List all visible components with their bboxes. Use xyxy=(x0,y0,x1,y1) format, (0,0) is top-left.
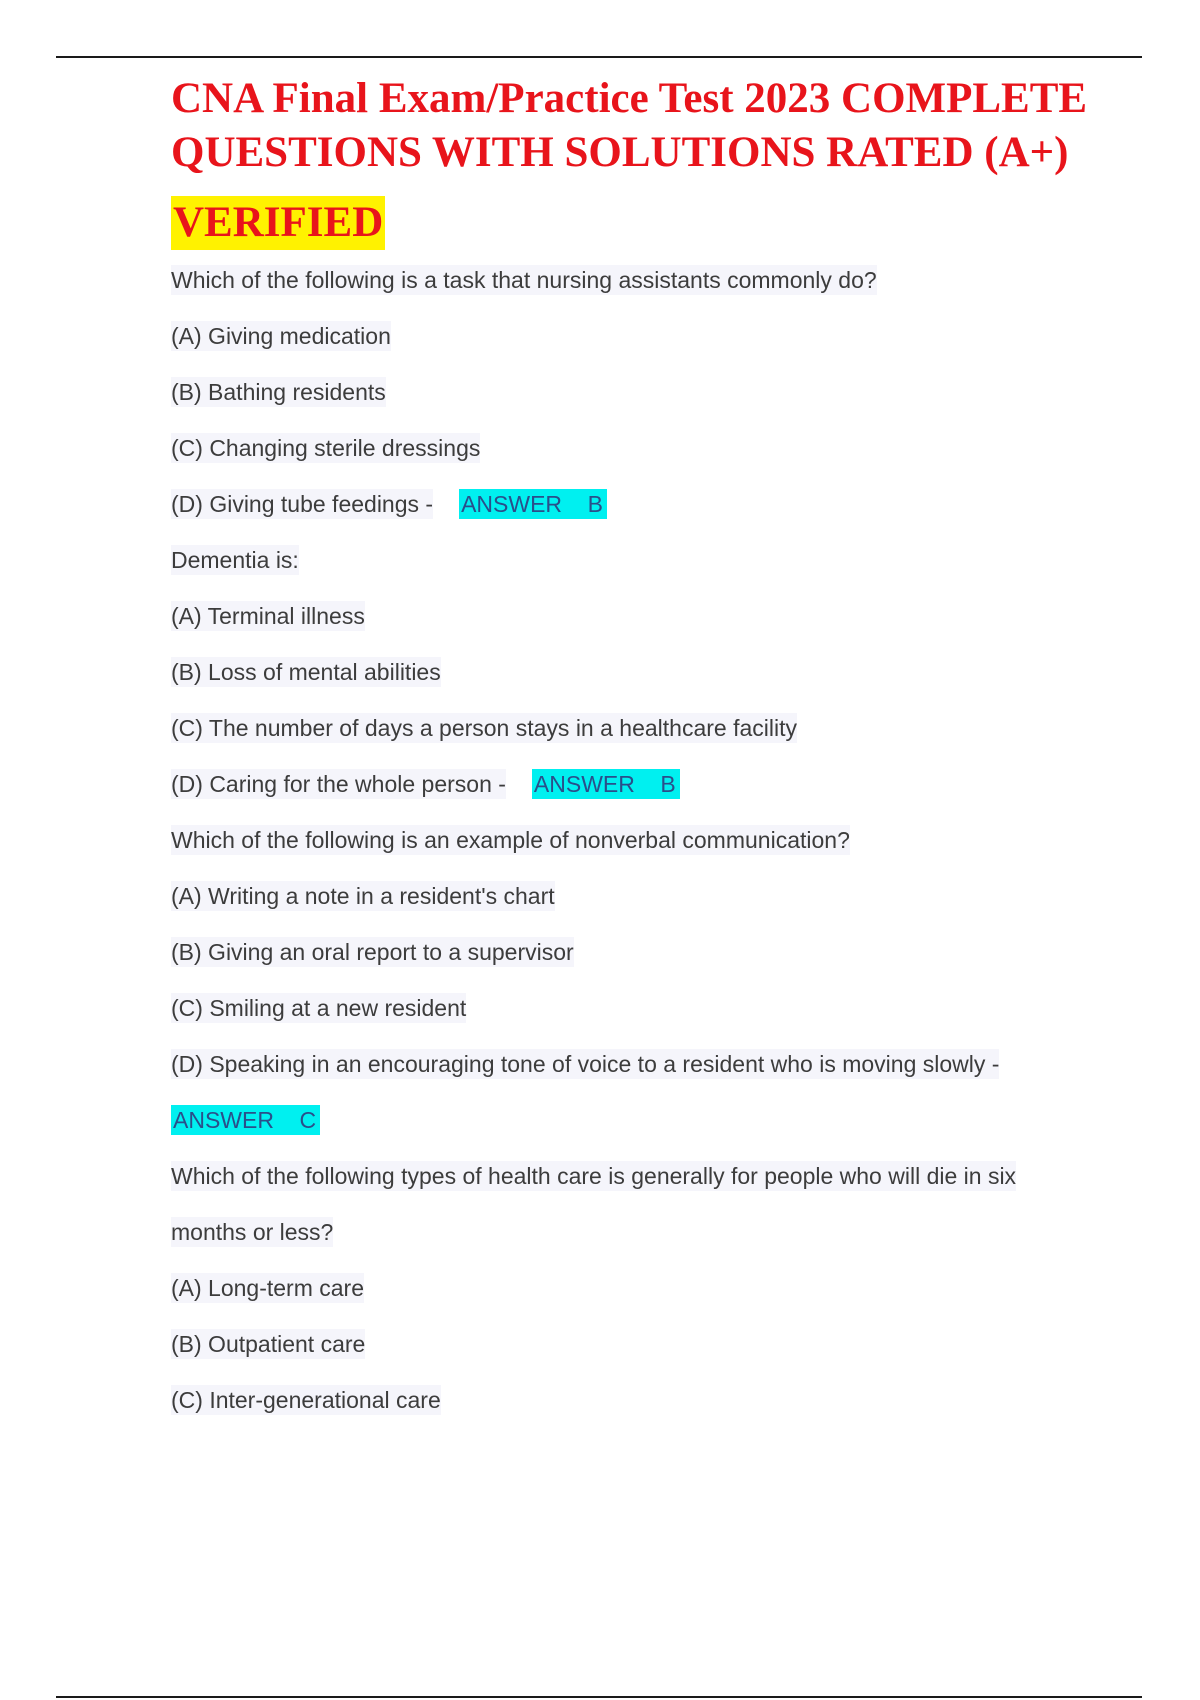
bottom-rule xyxy=(56,1696,1142,1698)
document-title: CNA Final Exam/Practice Test 2023 COMPLETE QUESTIONS WITH SOLUTIONS RATED (A+) xyxy=(171,75,1088,176)
question-2-option-c: (C) The number of days a person stays in a healthcare facility xyxy=(171,715,797,741)
question-3-text: Which of the following is an example of nonverbal communication? xyxy=(171,827,850,853)
question-4-option-a: (A) Long-term care xyxy=(171,1275,365,1301)
question-1-answer: ANSWER B xyxy=(459,489,607,519)
question-2 xyxy=(171,532,1091,588)
question-1-option-a: (A) Giving medication xyxy=(171,323,391,349)
question-3 xyxy=(171,812,1091,868)
question-3-answer-row xyxy=(171,1092,1091,1148)
document-body xyxy=(171,72,1091,1428)
verified-badge-row xyxy=(171,196,1091,252)
question-1-option-d: (D) Giving tube feedings - ANSWER B xyxy=(171,476,1091,532)
question-3-option-c: (C) Smiling at a new resident xyxy=(171,995,467,1021)
question-4 xyxy=(171,1148,1091,1204)
question-1 xyxy=(171,252,1091,308)
question-3-option-d: (D) Speaking in an encouraging tone of voice to a resident who is moving slowly - xyxy=(171,1051,1000,1077)
question-2-option-d: (D) Caring for the whole person - ANSWER B xyxy=(171,756,1091,812)
question-3-option-b: (B) Giving an oral report to a supervisor xyxy=(171,939,574,965)
question-4-option-c: (C) Inter-generational care xyxy=(171,1387,441,1413)
question-3-answer: ANSWER C xyxy=(171,1105,320,1135)
question-2-answer: ANSWER B xyxy=(532,769,680,799)
question-1-option-b: (B) Bathing residents xyxy=(171,379,386,405)
question-1-option-c: (C) Changing sterile dressings xyxy=(171,435,481,461)
question-list xyxy=(171,252,1091,1428)
question-2-option-b: (B) Loss of mental abilities xyxy=(171,659,441,685)
verified-badge: VERIFIED xyxy=(171,196,385,250)
question-4-continued xyxy=(171,1204,1091,1260)
question-4-option-b: (B) Outpatient care xyxy=(171,1331,366,1357)
question-4-text-line-1: Which of the following types of health care is generally for people who will die in six xyxy=(171,1163,1017,1189)
question-3-option-a: (A) Writing a note in a resident's chart xyxy=(171,883,555,909)
question-1-text: Which of the following is a task that nursing assistants commonly do? xyxy=(171,267,877,293)
question-2-option-a: (A) Terminal illness xyxy=(171,603,365,629)
top-rule xyxy=(56,56,1142,58)
question-2-text: Dementia is: xyxy=(171,547,299,573)
question-4-text-line-2: months or less? xyxy=(171,1219,334,1245)
